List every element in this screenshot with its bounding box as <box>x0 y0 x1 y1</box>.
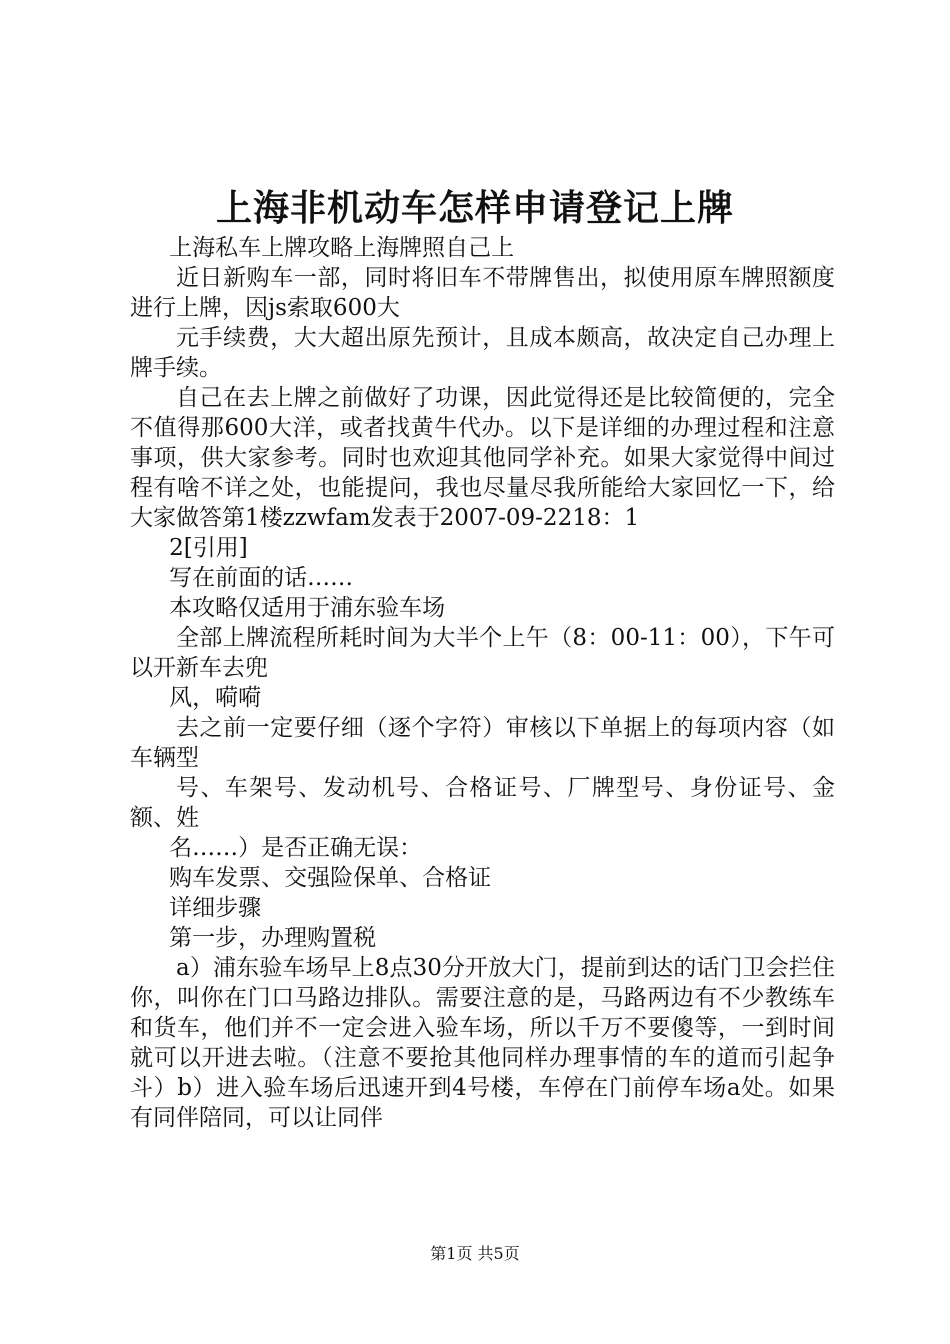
paragraph: 号、车架号、发动机号、合格证号、厂牌型号、身份证号、金额、姓 <box>130 775 835 831</box>
paragraph: 购车发票、交强险保单、合格证 <box>169 865 492 891</box>
paragraph: 详细步骤 <box>169 895 262 921</box>
paragraph: 自己在去上牌之前做好了功课，因此觉得还是比较简便的，完全不值得那600大洋，或者找黄牛代办。以下是详细的办理过程和注意事项，供大家参考。同时也欢迎其他同学补充。如果大家觉得中间过程有啥不详之处，也能提问，我也尽量尽我所能给大家回忆一下，给大家做答第1楼zzwfam发表于2007-09-2218：1 <box>130 385 835 531</box>
paragraph: 元手续费，大大超出原先预计，且成本颇高，故决定自己办理上牌手续。 <box>130 325 835 381</box>
page-footer: 第1页 共5页 <box>430 1244 520 1263</box>
paragraph: 风，嗬嗬 <box>169 685 262 711</box>
paragraph: 上海私车上牌攻略上海牌照自己上 <box>169 235 515 261</box>
paragraph: 全部上牌流程所耗时间为大半个上午（8：00-11：00），下午可以开新车去兜 <box>130 625 835 681</box>
paragraph: 去之前一定要仔细（逐个字符）审核以下单据上的每项内容（如车辆型 <box>130 715 835 771</box>
paragraph: 写在前面的话…… <box>169 565 354 591</box>
paragraph: a）浦东验车场早上8点30分开放大门，提前到达的话门卫会拦住你，叫你在门口马路边排队。需要注意的是，马路两边有不少教练车和货车，他们并不一定会进入验车场，所以千万不要傻等，一到时间就可以开进去啦。（注意不要抢其他同样办理事情的车的道而引起争斗）b）进入验车场后迅速开到4号楼，车停在门前停车场a处。如果有同伴陪同，可以让同伴 <box>130 955 835 1131</box>
paragraph: 2[引用] <box>169 535 248 561</box>
document-title: 上海非机动车怎样申请登记上牌 <box>215 187 734 229</box>
paragraph: 本攻略仅适用于浦东验车场 <box>169 595 446 621</box>
document-body <box>130 233 835 1133</box>
paragraph: 近日新购车一部，同时将旧车不带牌售出，拟使用原车牌照额度进行上牌，因js索取600大 <box>130 265 835 321</box>
paragraph: 第一步，办理购置税 <box>169 925 377 951</box>
paragraph: 名……）是否正确无误： <box>169 835 423 861</box>
